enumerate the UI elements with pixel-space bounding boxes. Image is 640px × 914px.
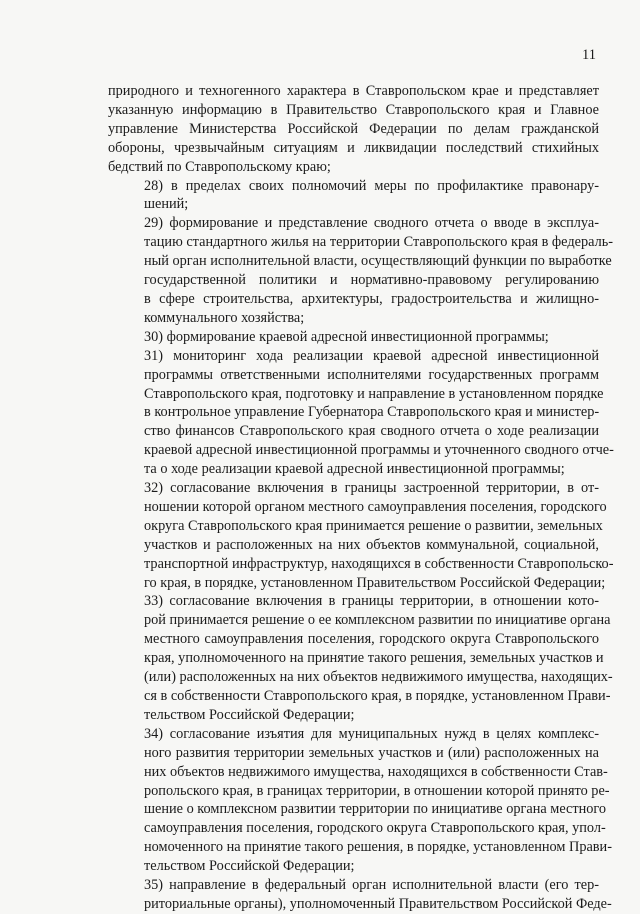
text-line: государственной политики и нормативно-правовому регулированию <box>144 272 599 289</box>
text-line: 30) формирование краевой адресной инвестиционной программы; <box>144 328 549 345</box>
text-line: шений; <box>144 196 189 213</box>
text-line: 28) в пределах своих полномочий меры по профилактике правонару- <box>144 177 599 194</box>
text-line: (или) расположенных на них объектов недвижимого имущества, находящих- <box>144 669 613 686</box>
text-line: 33) согласование включения в границы территории, в отношении кото- <box>144 593 599 610</box>
text-line: Ставропольского края, подготовку и направление в установленном порядке <box>144 385 604 402</box>
text-line: ношении которой органом местного самоуправления поселения, городского <box>144 498 607 515</box>
text-line: ство финансов Ставропольского края сводного отчета о ходе реализации <box>144 423 599 440</box>
text-line: самоуправления поселения, городского округа Ставропольского края, упол- <box>144 820 606 837</box>
text-line: ся в собственности Ставропольского края, в порядке, установленном Прави- <box>144 688 611 704</box>
text-line: ного развития территории земельных участков и (или) расположенных на <box>144 744 599 761</box>
text-line: них объектов недвижимого имущества, находящихся в собственности Став- <box>144 763 608 780</box>
paragraph <box>108 177 599 215</box>
text-line: края, уполномоченного на принятие такого решения, земельных участков и <box>144 650 604 667</box>
text-line: 31) мониторинг хода реализации краевой адресной инвестиционной <box>144 347 599 364</box>
text-line: риториальные органы), уполномоченный Правительством Российской Феде- <box>144 895 612 912</box>
text-line: 29) формирование и представление сводного отчета о вводе в эксплуа- <box>144 215 599 232</box>
text-line: в контрольное управление Губернатора Ставропольского края и министер- <box>144 404 600 421</box>
text-line: местного самоуправления поселения, городского округа Ставропольского <box>144 631 599 648</box>
text-line: указанную информацию в Правительство Ставропольского края и Главное <box>108 101 599 118</box>
text-line: в сфере строительства, архитектуры, градостроительства и жилищно- <box>144 290 599 307</box>
page-number: 11 <box>582 47 596 63</box>
text-line: 32) согласование включения в границы застроенной территории, в от- <box>144 480 599 497</box>
text-line: тельством Российской Федерации; <box>144 858 355 875</box>
text-line: коммунального хозяйства; <box>144 309 305 326</box>
text-line: го края, в порядке, установленном Правительством Российской Федерации; <box>144 574 606 591</box>
paragraph <box>108 214 613 327</box>
text-line: рой принимается решение о ее комплексном развитии по инициативе органа <box>144 612 611 629</box>
paragraph <box>108 592 613 724</box>
text-line: округа Ставропольского края принимается решение о развитии, земельных <box>144 517 603 534</box>
text-line: 35) направление в федеральный орган исполнительной власти (его тер- <box>144 877 599 894</box>
text-line: номоченного на принятие такого решения, в порядке, установленном Прави- <box>144 839 612 856</box>
text-line: краевой адресной инвестиционной программы и уточненного сводного отче- <box>144 442 614 459</box>
text-line: природного и техногенного характера в Ставропольском крае и представляет <box>108 83 599 99</box>
paragraph <box>108 479 614 592</box>
text-line: та о ходе реализации краевой адресной инвестиционной программы; <box>144 461 565 478</box>
text-line: 34) согласование изъятия для муниципальных нужд в целях комплекс- <box>144 725 599 742</box>
paragraph <box>108 328 599 347</box>
text-line: обороны, чрезвычайным ситуациям и ликвидации последствий стихийных <box>108 139 599 156</box>
text-line: программы ответственными исполнителями государственных программ <box>144 366 599 383</box>
text-line: участков и расположенных на них объектов коммунальной, социальной, <box>144 536 599 553</box>
paragraph <box>108 347 614 479</box>
text-line: ропольского края, в границах территории, в отношении которой принято ре- <box>144 782 610 799</box>
paragraph <box>108 725 612 876</box>
text-line: тацию стандартного жилья на территории Ставропольского края в федераль- <box>144 234 613 251</box>
text-line: управление Министерства Российской Федерации по делам гражданской <box>108 120 599 137</box>
text-line: транспортной инфраструктур, находящихся в собственности Ставропольско- <box>144 555 614 572</box>
text-line: бедствий по Ставропольскому краю; <box>108 158 331 175</box>
text-line: шение о комплексном развитии территории по инициативе органа местного <box>144 801 607 818</box>
paragraph <box>108 82 599 177</box>
text-line: тельством Российской Федерации; <box>144 706 355 723</box>
paragraph <box>108 876 612 914</box>
document-body <box>108 82 614 914</box>
text-line: ный орган исполнительной власти, осуществляющий функции по выработке <box>144 253 612 270</box>
